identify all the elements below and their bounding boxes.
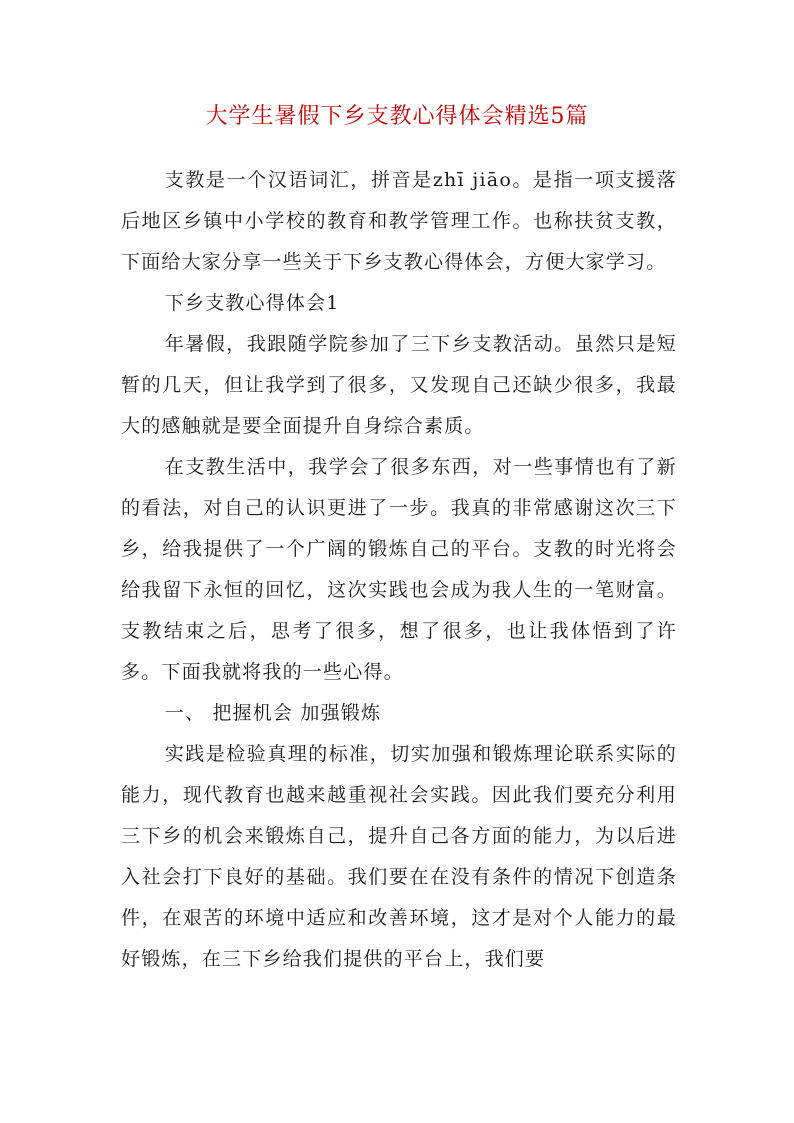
intro-paragraph: 支教是一个汉语词汇，拼音是zhī jiāo。是指一项支援落后地区乡镇中小学校的教育和教学管理工作。也称扶贫支教，下面给大家分享一些关于下乡支教心得体会，方便大家学习。 (121, 169, 677, 273)
document-body (121, 160, 677, 980)
body-paragraph: 实践是检验真理的标准，切实加强和锻炼理论联系实际的能力，现代教育也越来越重视社会实践。因此我们要充分利用三下乡的机会来锻炼自己，提升自己各方面的能力，为以后进入社会打下良好的基础。我们要在在没有条件的情况下创造条件，在艰苦的环境中适应和改善环境，这才是对个人能力的最好锻炼，在三下乡给我们提供的平台上，我们要 (121, 743, 677, 970)
body-paragraph: 年暑假，我跟随学院参加了三下乡支教活动。虽然只是短暂的几天，但让我学到了很多，又发现自己还缺少很多，我最大的感触就是要全面提升自身综合素质。 (121, 333, 677, 437)
section-heading-1: 下乡支教心得体会1 (164, 292, 340, 314)
document-title: 大学生暑假下乡支教心得体会精选5篇 (205, 104, 589, 129)
subsection-heading: 一、 把握机会 加强锻炼 (164, 702, 382, 724)
body-paragraph: 在支教生活中，我学会了很多东西，对一些事情也有了新的看法，对自己的认识更进了一步。我真的非常感谢这次三下乡，给我提供了一个广阔的锻炼自己的平台。支教的时光将会给我留下永恒的回忆，这次实践也会成为我人生的一笔财富。支教结束之后，思考了很多，想了很多，也让我体悟到了许多。下面我就将我的一些心得。 (121, 456, 677, 683)
